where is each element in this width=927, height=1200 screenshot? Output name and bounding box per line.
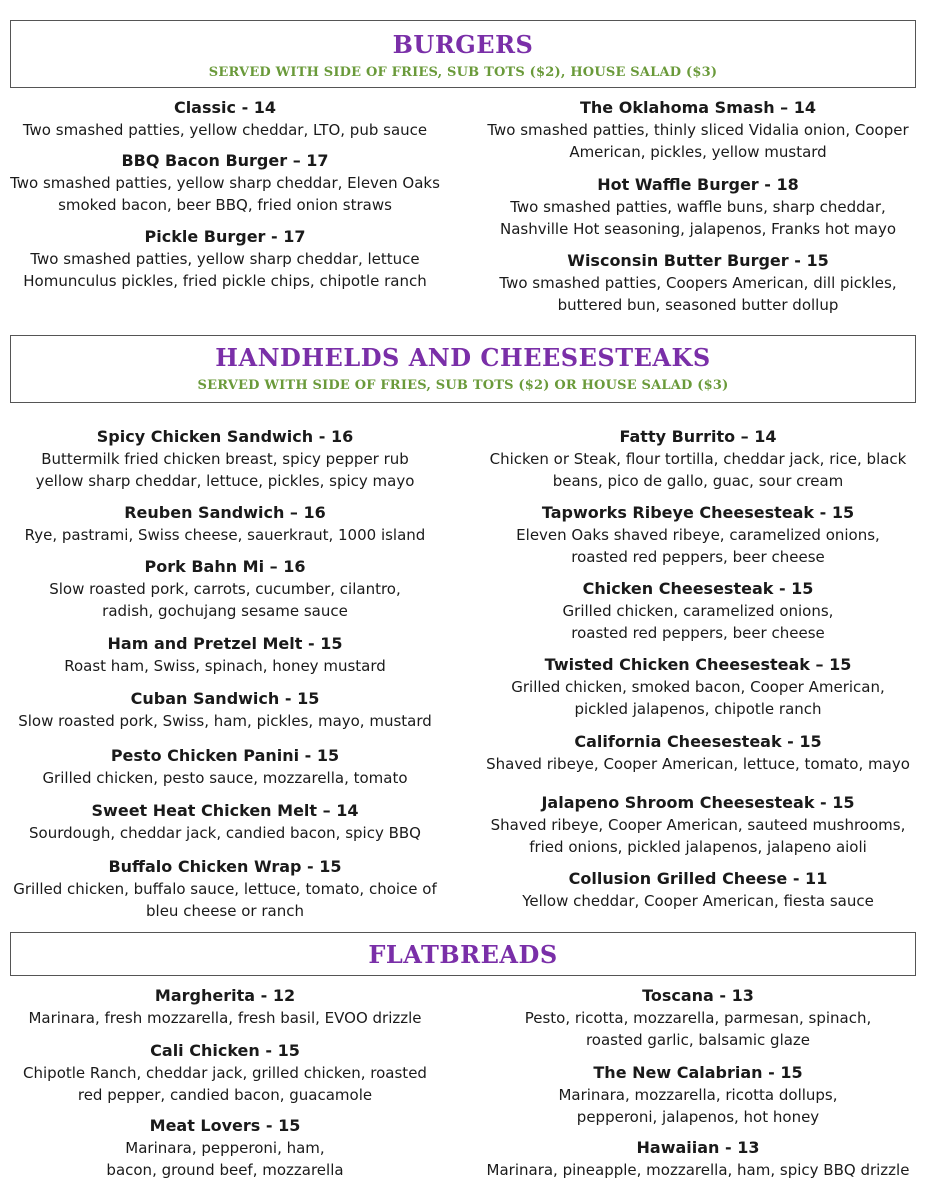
item-description: Sourdough, cheddar jack, candied bacon, spicy BBQ: [29, 824, 421, 842]
item-description: Two smashed patties, waffle buns, sharp cheddar,: [510, 198, 886, 216]
item-name: BBQ Bacon Burger – 17: [121, 151, 329, 170]
item-description: Slow roasted pork, carrots, cucumber, cilantro,: [49, 580, 401, 598]
menu-item: [5, 800, 445, 844]
menu-item: [478, 502, 918, 568]
item-name: Pork Bahn Mi – 16: [144, 557, 306, 576]
item-description: Rye, pastrami, Swiss cheese, sauerkraut, 1000 island: [24, 526, 426, 544]
item-description: Grilled chicken, caramelized onions,: [562, 602, 834, 620]
menu-item: [5, 502, 445, 546]
menu-item: [478, 174, 918, 240]
item-description: Two smashed patties, Coopers American, dill pickles,: [499, 274, 897, 292]
menu-item: [478, 578, 918, 644]
flatbreads-header: [10, 932, 916, 976]
menu-item: [5, 985, 445, 1029]
item-description: Chipotle Ranch, cheddar jack, grilled chicken, roasted: [23, 1064, 427, 1082]
menu-item: [5, 856, 445, 922]
menu-item: [5, 556, 445, 622]
item-description: red pepper, candied bacon, guacamole: [77, 1086, 373, 1104]
item-name: Pesto Chicken Panini - 15: [110, 746, 340, 765]
item-name: The Oklahoma Smash – 14: [580, 98, 816, 117]
menu-item: [5, 150, 445, 216]
menu-item: [5, 745, 445, 789]
item-name: Hot Waffle Burger - 18: [597, 175, 799, 194]
section-title: BURGERS: [392, 30, 534, 59]
menu-item: [478, 1137, 918, 1181]
item-description: Two smashed patties, yellow cheddar, LTO, pub sauce: [22, 121, 428, 139]
item-name: California Cheesesteak - 15: [574, 732, 822, 751]
item-description: Pesto, ricotta, mozzarella, parmesan, spinach,: [524, 1009, 872, 1027]
item-name: Toscana - 13: [642, 986, 754, 1005]
item-description: Grilled chicken, pesto sauce, mozzarella, tomato: [42, 769, 408, 787]
menu-item: [478, 1062, 918, 1128]
section-subtitle: SERVED WITH SIDE OF FRIES, SUB TOTS ($2), HOUSE SALAD ($3): [208, 65, 718, 80]
item-description: bacon, ground beef, mozzarella: [106, 1161, 344, 1179]
item-name: Spicy Chicken Sandwich - 16: [96, 427, 354, 446]
item-name: Meat Lovers - 15: [149, 1116, 301, 1135]
menu-item: [5, 226, 445, 292]
item-name: Cali Chicken - 15: [150, 1041, 300, 1060]
section-title: FLATBREADS: [368, 940, 558, 969]
menu-item: [5, 97, 445, 141]
item-name: Cuban Sandwich - 15: [130, 689, 320, 708]
item-description: fried onions, pickled jalapenos, jalapeno aioli: [529, 838, 867, 856]
item-description: Slow roasted pork, Swiss, ham, pickles, mayo, mustard: [18, 712, 432, 730]
menu-item: [478, 426, 918, 492]
item-description: Shaved ribeye, Cooper American, lettuce, tomato, mayo: [486, 755, 910, 773]
menu-item: [5, 1115, 445, 1181]
item-description: yellow sharp cheddar, lettuce, pickles, spicy mayo: [35, 472, 415, 490]
item-name: Classic - 14: [173, 98, 277, 117]
item-name: Pickle Burger - 17: [144, 227, 306, 246]
item-description: Roast ham, Swiss, spinach, honey mustard: [64, 657, 386, 675]
item-name: Tapworks Ribeye Cheesesteak - 15: [541, 503, 855, 522]
item-description: roasted red peppers, beer cheese: [571, 624, 825, 642]
item-description: Marinara, fresh mozzarella, fresh basil, EVOO drizzle: [28, 1009, 422, 1027]
menu-item: [478, 792, 918, 858]
item-name: Sweet Heat Chicken Melt – 14: [91, 801, 359, 820]
item-name: Reuben Sandwich – 16: [124, 503, 326, 522]
menu-item: [478, 731, 918, 775]
item-name: Twisted Chicken Cheesesteak – 15: [544, 655, 852, 674]
menu-item: [5, 633, 445, 677]
menu-item: [478, 97, 918, 163]
item-name: Jalapeno Shroom Cheesesteak - 15: [541, 793, 855, 812]
menu-item: [5, 426, 445, 492]
menu-item: [5, 688, 445, 732]
item-description: Grilled chicken, buffalo sauce, lettuce, tomato, choice of: [13, 880, 437, 898]
item-description: roasted red peppers, beer cheese: [571, 548, 825, 566]
item-name: Hawaiian - 13: [636, 1138, 760, 1157]
item-name: Fatty Burrito – 14: [619, 427, 777, 446]
item-description: Eleven Oaks shaved ribeye, caramelized onions,: [516, 526, 880, 544]
item-description: Nashville Hot seasoning, jalapenos, Franks hot mayo: [499, 220, 897, 238]
item-description: Two smashed patties, yellow sharp cheddar, Eleven Oaks: [10, 174, 440, 192]
item-description: Yellow cheddar, Cooper American, fiesta sauce: [522, 892, 874, 910]
item-description: Marinara, pepperoni, ham,: [125, 1139, 325, 1157]
item-description: Two smashed patties, yellow sharp cheddar, lettuce: [30, 250, 420, 268]
item-description: pickled jalapenos, chipotle ranch: [574, 700, 822, 718]
menu-item: [5, 1040, 445, 1106]
item-description: Two smashed patties, thinly sliced Vidalia onion, Cooper: [487, 121, 909, 139]
item-description: Chicken or Steak, flour tortilla, cheddar jack, rice, black: [489, 450, 907, 468]
menu-item: [478, 250, 918, 316]
item-name: Ham and Pretzel Melt - 15: [107, 634, 343, 653]
item-description: buttered bun, seasoned butter dollup: [557, 296, 839, 314]
item-description: smoked bacon, beer BBQ, fried onion straws: [58, 196, 392, 214]
item-description: Grilled chicken, smoked bacon, Cooper American,: [511, 678, 885, 696]
item-description: Marinara, pineapple, mozzarella, ham, spicy BBQ drizzle: [486, 1161, 910, 1179]
item-description: American, pickles, yellow mustard: [569, 143, 827, 161]
item-name: Chicken Cheesesteak - 15: [582, 579, 814, 598]
menu-item: [478, 868, 918, 912]
item-description: Shaved ribeye, Cooper American, sauteed mushrooms,: [490, 816, 906, 834]
item-description: Homunculus pickles, fried pickle chips, chipotle ranch: [23, 272, 427, 290]
item-description: Buttermilk fried chicken breast, spicy pepper rub: [41, 450, 409, 468]
burgers-header: [10, 20, 916, 88]
item-description: Marinara, mozzarella, ricotta dollups,: [558, 1086, 838, 1104]
item-description: pepperoni, jalapenos, hot honey: [576, 1108, 820, 1126]
menu-item: [478, 654, 918, 720]
section-title: HANDHELDS AND CHEESESTEAKS: [215, 343, 711, 372]
item-name: The New Calabrian - 15: [593, 1063, 803, 1082]
item-name: Buffalo Chicken Wrap - 15: [108, 857, 342, 876]
item-name: Wisconsin Butter Burger - 15: [567, 251, 829, 270]
item-description: beans, pico de gallo, guac, sour cream: [552, 472, 844, 490]
item-name: Margherita - 12: [154, 986, 296, 1005]
handhelds-header: [10, 335, 916, 403]
item-name: Collusion Grilled Cheese - 11: [568, 869, 828, 888]
section-subtitle: SERVED WITH SIDE OF FRIES, SUB TOTS ($2) OR HOUSE SALAD ($3): [197, 378, 729, 393]
item-description: radish, gochujang sesame sauce: [102, 602, 348, 620]
item-description: bleu cheese or ranch: [146, 902, 304, 920]
item-description: roasted garlic, balsamic glaze: [585, 1031, 811, 1049]
menu-item: [478, 985, 918, 1051]
